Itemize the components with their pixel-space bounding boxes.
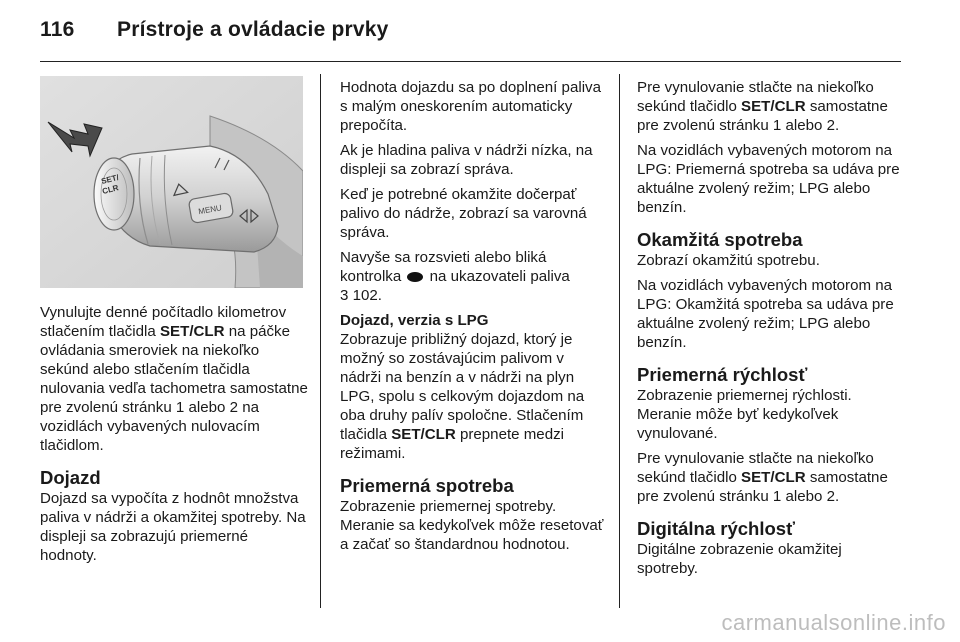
set-clr-label: SET/CLR — [741, 469, 806, 486]
reset-trip-paragraph — [40, 303, 308, 455]
text-span: samostatne pre zvolenú stránku 1 alebo 2. — [637, 469, 888, 505]
page-header — [40, 18, 900, 48]
column-divider-1 — [320, 74, 321, 608]
range-recalc-paragraph: Hodnota dojazdu sa po doplnení paliva s malým oneskorením automaticky prepočíta. — [340, 79, 601, 134]
low-fuel-paragraph: Ak je hladina paliva v nádrži nízka, na displeji sa zobrazí správa. — [340, 142, 593, 178]
range-paragraph: Dojazd sa vypočíta z hodnôt množstva paliva v nádrži a okamžitej spotreby. Na displeji sa zobrazujú priemerné hodnoty. — [40, 490, 306, 564]
text-span: Pre vynulovanie stlačte na niekoľko sekúnd tlačidlo — [637, 79, 874, 115]
column-1 — [40, 303, 308, 571]
text-span: Pre vynulovanie stlačte na niekoľko sekúnd tlačidlo — [637, 450, 874, 486]
text-span: samostatne pre zvolenú stránku 1 alebo 2. — [637, 98, 888, 134]
digital-speed-paragraph: Digitálne zobrazenie okamžitej spotreby. — [637, 541, 842, 577]
heading-dojazd-lpg: Dojazd, verzia s LPG — [340, 312, 489, 329]
heading-digitalna-rychlost: Digitálna rýchlosť — [637, 518, 795, 539]
menu-button-label: MENU — [197, 203, 223, 217]
heading-dojazd: Dojazd — [40, 467, 101, 488]
heading-priemerna-rychlost: Priemerná rýchlosť — [637, 364, 808, 385]
heading-priemerna-spotreba: Priemerná spotreba — [340, 475, 514, 496]
text-span: prepnete medzi režimami. — [340, 426, 565, 462]
stalk-illustration-svg — [40, 76, 303, 288]
lpg-instant-paragraph: Na vozidlách vybavených motorom na LPG: Okamžitá spotreba sa udáva pre aktuálne zvolený režim; LPG alebo benzín. — [637, 277, 894, 351]
stalk-illustration — [40, 76, 303, 288]
control-lamp-paragraph — [340, 248, 608, 305]
header-rule — [40, 61, 901, 62]
set-clr-label: SET/CLR — [391, 426, 456, 443]
text-span: na ukazovateli paliva — [425, 268, 570, 285]
page-title: Prístroje a ovládacie prvky — [117, 18, 389, 41]
column-divider-2 — [619, 74, 620, 608]
text-span: Vynulujte denné počítadlo kilometrov stlačením tlačidla — [40, 304, 287, 340]
lpg-range-paragraph — [340, 330, 608, 463]
lpg-avg-paragraph: Na vozidlách vybavených motorom na LPG: Priemerná spotreba sa udáva pre aktuálne zvolený režim; LPG alebo benzín. — [637, 142, 900, 216]
heading-okamzita-spotreba: Okamžitá spotreba — [637, 229, 803, 250]
column-2 — [340, 78, 608, 560]
set-clr-label: SET/CLR — [159, 323, 225, 340]
watermark: carmanualsonline.info — [721, 610, 946, 635]
page-reference: 3 102. — [340, 287, 382, 304]
reset-avg-consumption-paragraph — [637, 78, 905, 135]
text-span: Zobrazuje približný dojazd, ktorý je možný so zostávajúcim palivom v nádrži na benzín a v nádrži na plyn LPG, spolu s celkovým dojazdom na oba druhy palív spoločne. Stlačením tlačidla — [340, 331, 585, 443]
text-span: Navyše sa rozsvieti alebo bliká kontrolka — [340, 249, 547, 285]
stalk-label-clr: CLR — [101, 183, 120, 196]
set-clr-label: SET/CLR — [741, 98, 806, 115]
control-lamp-icon — [407, 272, 423, 282]
stalk-label-set: SET/ — [100, 172, 120, 186]
instant-consumption-paragraph: Zobrazí okamžitú spotrebu. — [637, 252, 820, 269]
reset-avg-speed-paragraph — [637, 449, 905, 506]
avg-consumption-paragraph: Zobrazenie priemernej spotreby. Meranie sa kedykoľvek môže resetovať a začať so štandardnou hodnotou. — [340, 498, 604, 553]
refuel-warning-paragraph: Keď je potrebné okamžite dočerpať palivo do nádrže, zobrazí sa varovná správa. — [340, 186, 587, 241]
text-span: na páčke ovládania smeroviek na niekoľko sekúnd alebo stlačením tlačidla nulovania vedľa tachometra samostatne pre zvolenú stránku 1 alebo 2 na vozidlách vybavených nulovacím tlačidlom. — [40, 323, 308, 454]
avg-speed-paragraph: Zobrazenie priemernej rýchlosti. Meranie môže byť kedykoľvek vynulované. — [637, 387, 852, 442]
page-number: 116 — [40, 18, 75, 41]
column-3 — [637, 78, 905, 584]
